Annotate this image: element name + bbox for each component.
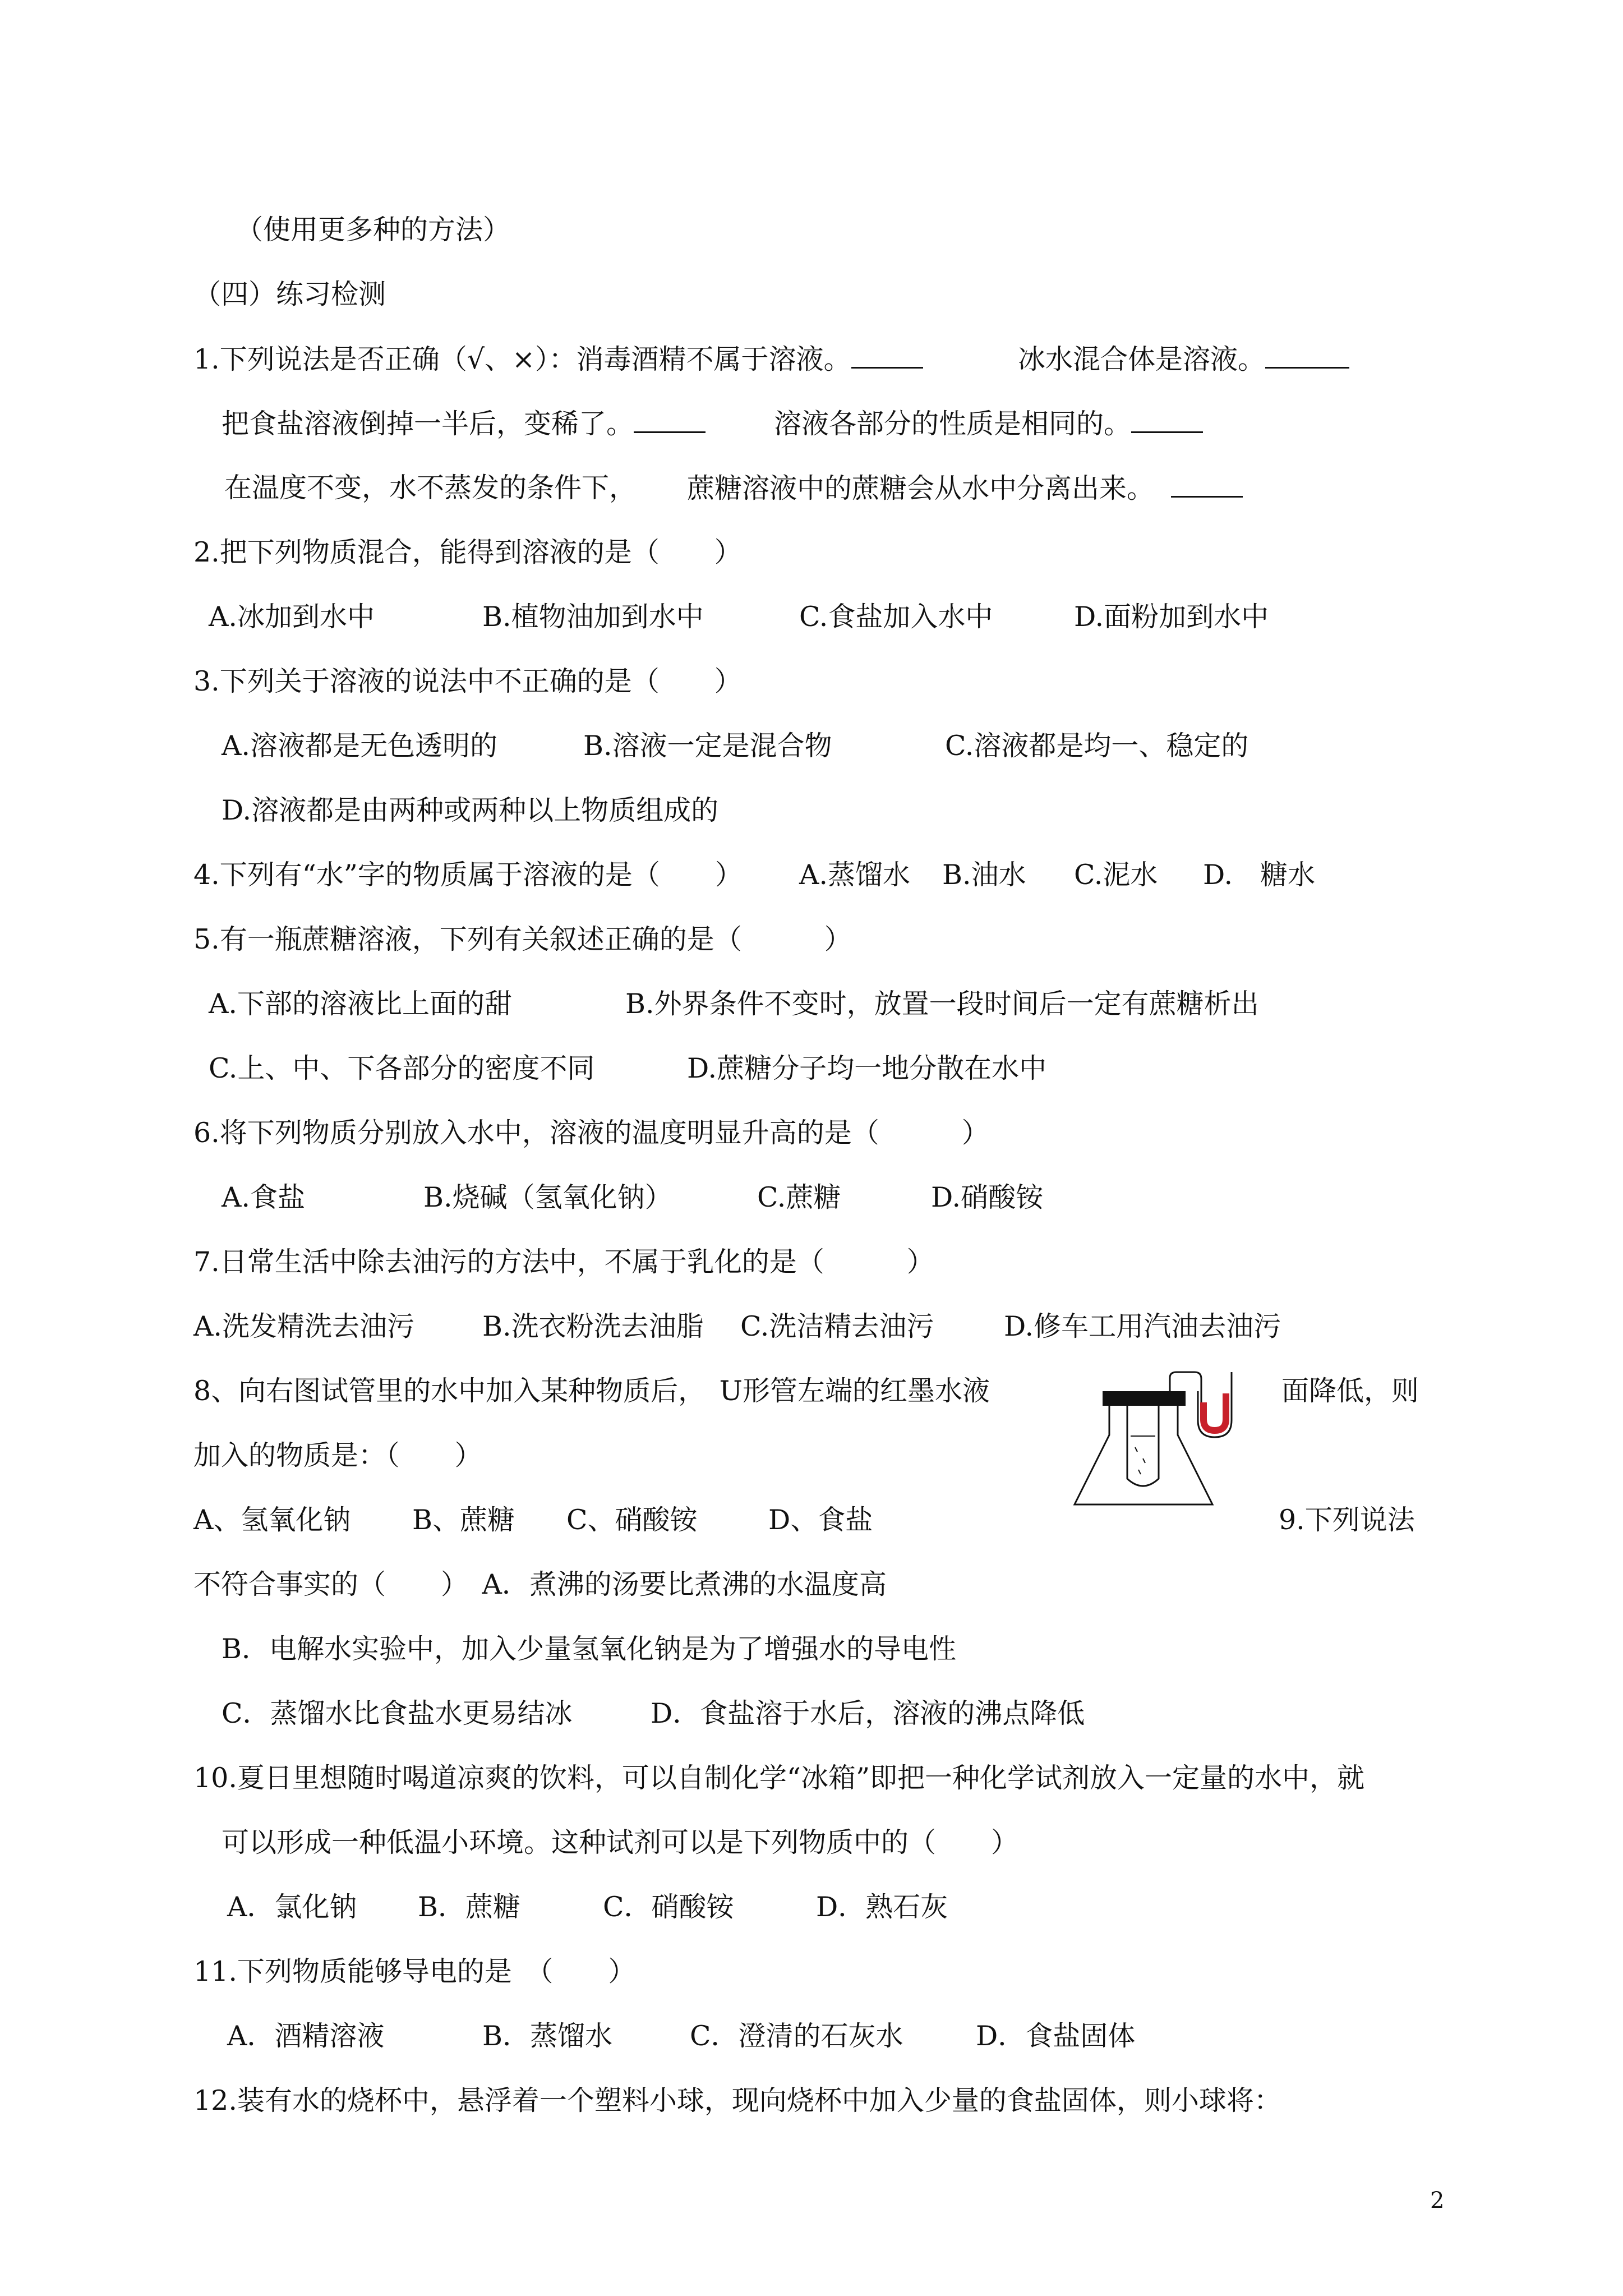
q1-s3-text: 把食盐溶液倒掉一半后，变稀了。 (222, 408, 634, 440)
q5-stem: 5.有一瓶蔗糖溶液，下列有关叙述正确的是（ ） (193, 923, 852, 955)
red-ink (1204, 1393, 1226, 1430)
q7-option-d: D.修车工用汽油去油污 (1004, 1310, 1281, 1342)
q1-answer-blank-5[interactable] (1171, 471, 1243, 498)
q1-answer-blank-1[interactable] (851, 342, 923, 369)
q10-option-d: D．熟石灰 (816, 1891, 948, 1923)
tube-mark-1 (1135, 1447, 1137, 1452)
q6-option-a: A.食盐 (222, 1181, 305, 1213)
q1-answer-blank-4[interactable] (1131, 407, 1203, 433)
q5-option-a: A.下部的溶液比上面的甜 (209, 988, 512, 1020)
q7-option-a: A.洗发精洗去油污 (193, 1310, 414, 1342)
q5-option-d: D.蔗糖分子均一地分散在水中 (687, 1052, 1047, 1084)
q10-option-b: B．蔗糖 (418, 1891, 521, 1923)
q6-option-b: B.烧碱（氢氧化钠） (423, 1181, 672, 1213)
q1-line1 (193, 342, 923, 376)
test-tube (1127, 1406, 1159, 1486)
q8-stem-b: 面降低，则 (1281, 1375, 1419, 1407)
q11-option-d: D．食盐固体 (976, 2020, 1136, 2052)
q1-statement-2 (1018, 342, 1349, 376)
flask-stopper (1103, 1391, 1186, 1406)
q6-option-d: D.硝酸铵 (931, 1181, 1044, 1213)
tube-mark-2 (1143, 1458, 1145, 1463)
conical-flask (1075, 1404, 1212, 1504)
q11-stem: 11.下列物质能够导电的是 （ ） (193, 1955, 636, 1987)
q10-stem-a: 10.夏日里想随时喝道凉爽的饮料，可以自制化学“冰箱”即把一种化学试剂放入一定量的水中，就 (193, 1762, 1365, 1794)
q8-option-d: D、食盐 (768, 1504, 873, 1536)
q7-option-b: B.洗衣粉洗去油脂 (482, 1310, 704, 1342)
q12-stem: 12.装有水的烧杯中，悬浮着一个塑料小球，现向烧杯中加入少量的食盐固体，则小球将： (193, 2085, 1281, 2116)
q2-option-c: C.食盐加入水中 (799, 601, 993, 633)
q11-option-a: A．酒精溶液 (227, 2020, 385, 2052)
q1-answer-blank-2[interactable] (1265, 342, 1349, 369)
q3-option-d: D.溶液都是由两种或两种以上物质组成的 (222, 794, 719, 826)
q3-stem: 3.下列关于溶液的说法中不正确的是（ ） (193, 665, 742, 697)
q9-stem-b: 不符合事实的（ ） A．煮沸的汤要比煮沸的水温度高 (193, 1568, 887, 1600)
q1-s4-text: 溶液各部分的性质是相同的。 (774, 408, 1132, 440)
q9-option-c: C．蒸馏水比食盐水更易结冰 (222, 1697, 573, 1729)
q1-statement-3 (222, 407, 706, 441)
q1-stem: 1.下列说法是否正确（√、×）：消毒酒精不属于溶液。 (193, 343, 851, 375)
q1-statement-5b (687, 471, 1243, 505)
q3-option-b: B.溶液一定是混合物 (583, 730, 832, 762)
q8-stem-c: 加入的物质是：（ ） (193, 1439, 482, 1471)
q2-option-b: B.植物油加到水中 (482, 601, 704, 633)
q2-option-d: D.面粉加到水中 (1074, 601, 1269, 633)
q4-option-d: D. 糖水 (1203, 859, 1316, 891)
q8-option-a: A、氢氧化钠 (193, 1504, 351, 1536)
q3-option-a: A.溶液都是无色透明的 (222, 730, 497, 762)
q9-option-d: D．食盐溶于水后，溶液的沸点降低 (651, 1697, 1085, 1729)
flask-u-tube-diagram (1066, 1369, 1256, 1515)
q9-option-b: B．电解水实验中，加入少量氢氧化钠是为了增强水的导电性 (222, 1633, 957, 1665)
q10-stem-b: 可以形成一种低温小环境。这种试剂可以是下列物质中的（ ） (222, 1826, 1019, 1858)
section-title: （四）练习检测 (193, 278, 386, 310)
q6-stem: 6.将下列物质分别放入水中，溶液的温度明显升高的是（ ） (193, 1117, 989, 1149)
q4-stem: 4.下列有“水”字的物质属于溶液的是（ ） (193, 859, 743, 891)
q3-option-c: C.溶液都是均一、稳定的 (945, 730, 1249, 762)
q9-stem-a: 9.下列说法 (1279, 1504, 1415, 1536)
q1-answer-blank-3[interactable] (634, 407, 706, 433)
q2-option-a: A.冰加到水中 (209, 601, 375, 633)
page-number: 2 (1430, 2188, 1445, 2214)
q4-option-b: B.油水 (942, 859, 1026, 891)
q2-stem: 2.把下列物质混合，能得到溶液的是（ ） (193, 536, 742, 568)
q5-option-b: B.外界条件不变时，放置一段时间后一定有蔗糖析出 (625, 988, 1259, 1020)
q1-statement-5a: 在温度不变，水不蒸发的条件下， (224, 472, 637, 504)
q11-option-b: B．蒸馏水 (482, 2020, 613, 2052)
q11-option-c: C．澄清的石灰水 (690, 2020, 903, 2052)
q7-stem: 7.日常生活中除去油污的方法中，不属于乳化的是（ ） (193, 1246, 934, 1278)
q1-statement-4 (774, 407, 1203, 441)
q8-option-c: C、硝酸铵 (566, 1504, 698, 1536)
q8-option-b: B、蔗糖 (412, 1504, 515, 1536)
q7-option-c: C.洗洁精去油污 (740, 1310, 934, 1342)
q4-option-c: C.泥水 (1074, 859, 1158, 891)
header-note: （使用更多种的方法） (236, 214, 511, 246)
q10-option-a: A．氯化钠 (227, 1891, 357, 1923)
tube-mark-3 (1138, 1470, 1141, 1474)
q5-option-c: C.上、中、下各部分的密度不同 (209, 1052, 595, 1084)
q4-option-a: A.蒸馏水 (799, 859, 910, 891)
q1-s2-text: 冰水混合体是溶液。 (1018, 343, 1266, 375)
q6-option-c: C.蔗糖 (757, 1181, 841, 1213)
q10-option-c: C．硝酸铵 (603, 1891, 734, 1923)
q1-s5b-text: 蔗糖溶液中的蔗糖会从水中分离出来。 (687, 472, 1155, 504)
q8-stem-a: 8、向右图试管里的水中加入某种物质后， U形管左端的红墨水液 (193, 1375, 990, 1407)
